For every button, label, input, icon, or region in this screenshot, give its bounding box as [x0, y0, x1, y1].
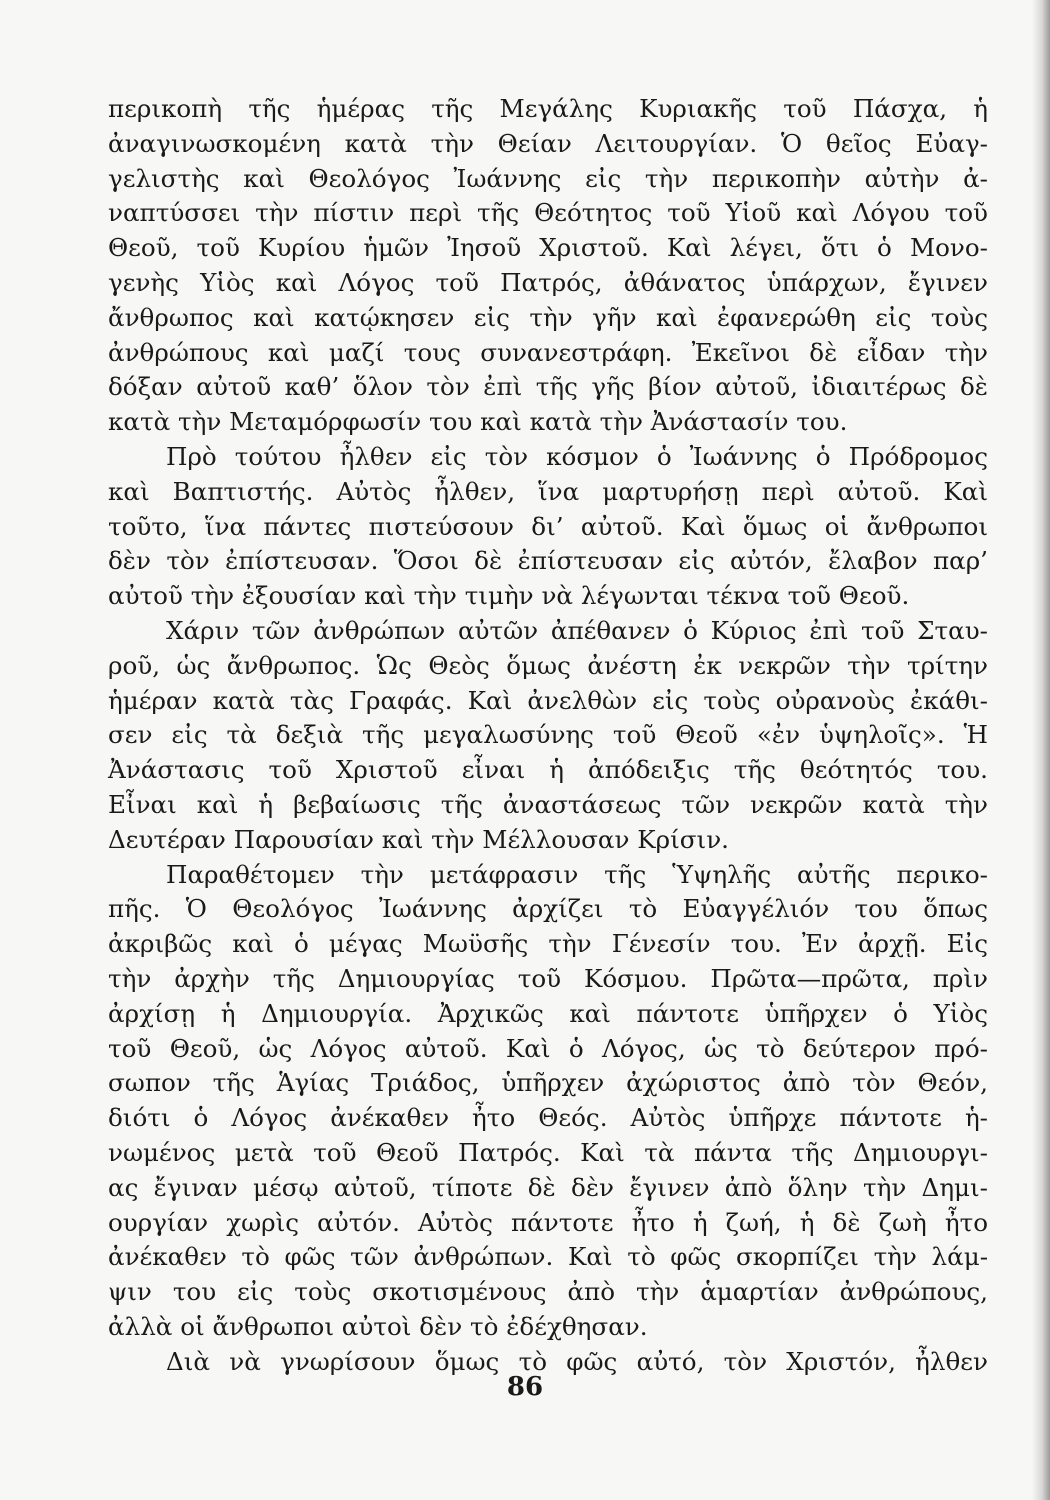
text-line: διότι ὁ Λόγος ἀνέκαθεν ἦτο Θεός. Αὐτὸς ὑπῆρχε πάντοτε ἡ- — [108, 1103, 988, 1133]
text-line: ἀνέκαθεν τὸ φῶς τῶν ἀνθρώπων. Καὶ τὸ φῶς σκορπίζει τὴν λάμ- — [108, 1242, 988, 1272]
text-line: δὲν τὸν ἐπίστευσαν. Ὅσοι δὲ ἐπίστευσαν εἰς αὐτόν, ἔλαβον παρ’ — [108, 546, 988, 576]
text-line: σεν εἰς τὰ δεξιὰ τῆς μεγαλωσύνης τοῦ Θεοῦ «ἐν ὑψηλοῖς». Ἡ — [108, 720, 988, 750]
text-line: γελιστὴς καὶ Θεολόγος Ἰωάννης εἰς τὴν περικοπὴν αὐτὴν ἀ- — [108, 163, 988, 193]
text-line: τοῦ Θεοῦ, ὡς Λόγος αὐτοῦ. Καὶ ὁ Λόγος, ὡς τὸ δεύτερον πρό- — [108, 1033, 988, 1063]
text-line: ας ἔγιναν μέσῳ αὐτοῦ, τίποτε δὲ δὲν ἔγινεν ἀπὸ ὅλην τὴν Δημι- — [108, 1172, 988, 1202]
text-line: ἀλλὰ οἱ ἄνθρωποι αὐτοὶ δὲν τὸ ἐδέχθησαν. — [108, 1311, 648, 1341]
body-text — [108, 92, 988, 1379]
text-line: τὴν ἀρχὴν τῆς Δημιουργίας τοῦ Κόσμου. Πρῶτα—πρῶτα, πρὶν — [108, 963, 988, 993]
text-line: ἀρχίσῃ ἡ Δημιουργία. Ἀρχικῶς καὶ πάντοτε ὑπῆρχεν ὁ Υἱὸς — [108, 998, 988, 1028]
page-number: 86 — [506, 1372, 544, 1402]
text-line: νωμένος μετὰ τοῦ Θεοῦ Πατρός. Καὶ τὰ πάντα τῆς Δημιουργι- — [108, 1137, 988, 1167]
text-line: Θεοῦ, τοῦ Κυρίου ἡμῶν Ἰησοῦ Χριστοῦ. Καὶ λέγει, ὅτι ὁ Μονο- — [108, 233, 988, 263]
text-line: καὶ Βαπτιστής. Αὐτὸς ἦλθεν, ἵνα μαρτυρήσῃ περὶ αὐτοῦ. Καὶ — [108, 476, 988, 506]
text-line: ἀκριβῶς καὶ ὁ μέγας Μωϋσῆς τὴν Γένεσίν του. Ἐν ἀρχῇ. Εἰς — [108, 929, 988, 959]
text-line: δόξαν αὐτοῦ καθ’ ὅλον τὸν ἐπὶ τῆς γῆς βίον αὐτοῦ, ἰδιαιτέρως δὲ — [108, 372, 988, 402]
text-line: γενὴς Υἱὸς καὶ Λόγος τοῦ Πατρός, ἀθάνατος ὑπάρχων, ἔγινεν — [108, 267, 988, 297]
text-line: Δευτέραν Παρουσίαν καὶ τὴν Μέλλουσαν Κρίσιν. — [108, 824, 729, 854]
page-edge-shadow — [1032, 0, 1050, 1500]
text-line: Εἶναι καὶ ἡ βεβαίωσις τῆς ἀναστάσεως τῶν νεκρῶν κατὰ τὴν — [108, 789, 988, 819]
text-line: ουργίαν χωρὶς αὐτόν. Αὐτὸς πάντοτε ἦτο ἡ ζωή, ἡ δὲ ζωὴ ἦτο — [108, 1207, 988, 1237]
text-line: αὐτοῦ τὴν ἐξουσίαν καὶ τὴν τιμὴν νὰ λέγωνται τέκνα τοῦ Θεοῦ. — [108, 581, 910, 611]
text-line: Χάριν τῶν ἀνθρώπων αὐτῶν ἀπέθανεν ὁ Κύριος ἐπὶ τοῦ Σταυ- — [166, 615, 988, 645]
text-line: Διὰ νὰ γνωρίσουν ὅμως τὸ φῶς αὐτό, τὸν Χριστόν, ἦλθεν — [166, 1346, 988, 1376]
text-line: περικοπὴ τῆς ἡμέρας τῆς Μεγάλης Κυριακῆς τοῦ Πάσχα, ἡ — [108, 94, 988, 123]
text-line: ροῦ, ὡς ἄνθρωπος. Ὡς Θεὸς ὅμως ἀνέστη ἐκ νεκρῶν τὴν τρίτην — [108, 650, 988, 680]
text-line: πῆς. Ὁ Θεολόγος Ἰωάννης ἀρχίζει τὸ Εὐαγγέλιόν του ὅπως — [108, 894, 988, 924]
text-line: Πρὸ τούτου ἦλθεν εἰς τὸν κόσμον ὁ Ἰωάννης ὁ Πρόδρομος — [166, 441, 988, 471]
text-line: Παραθέτομεν τὴν μετάφρασιν τῆς Ὑψηλῆς αὐτῆς περικο- — [166, 859, 988, 889]
text-line: ἀνθρώπους καὶ μαζί τους συνανεστράφη. Ἐκεῖνοι δὲ εἶδαν τὴν — [108, 337, 988, 367]
text-line: ἄνθρωπος καὶ κατῴκησεν εἰς τὴν γῆν καὶ ἐφανερώθη εἰς τοὺς — [108, 302, 988, 332]
text-line: τοῦτο, ἵνα πάντες πιστεύσουν δι’ αὐτοῦ. Καὶ ὅμως οἱ ἄνθρωποι — [108, 511, 988, 541]
text-line: ἡμέραν κατὰ τὰς Γραφάς. Καὶ ἀνελθὼν εἰς τοὺς οὐρανοὺς ἐκάθι- — [108, 685, 988, 715]
text-line: ψιν του εἰς τοὺς σκοτισμένους ἀπὸ τὴν ἁμαρτίαν ἀνθρώπους, — [108, 1277, 988, 1307]
text-line: κατὰ τὴν Μεταμόρφωσίν του καὶ κατὰ τὴν Ἀνάστασίν του. — [108, 407, 848, 437]
text-line: σωπον τῆς Ἁγίας Τριάδος, ὑπῆρχεν ἀχώριστος ἀπὸ τὸν Θεόν, — [108, 1068, 988, 1098]
text-line: ναπτύσσει τὴν πίστιν περὶ τῆς Θεότητος τοῦ Υἱοῦ καὶ Λόγου τοῦ — [108, 198, 988, 228]
text-line: Ἀνάστασις τοῦ Χριστοῦ εἶναι ἡ ἀπόδειξις τῆς θεότητός του. — [108, 755, 988, 785]
text-line: ἀναγινωσκομένη κατὰ τὴν Θείαν Λειτουργίαν. Ὁ θεῖος Εὐαγ- — [108, 128, 988, 158]
